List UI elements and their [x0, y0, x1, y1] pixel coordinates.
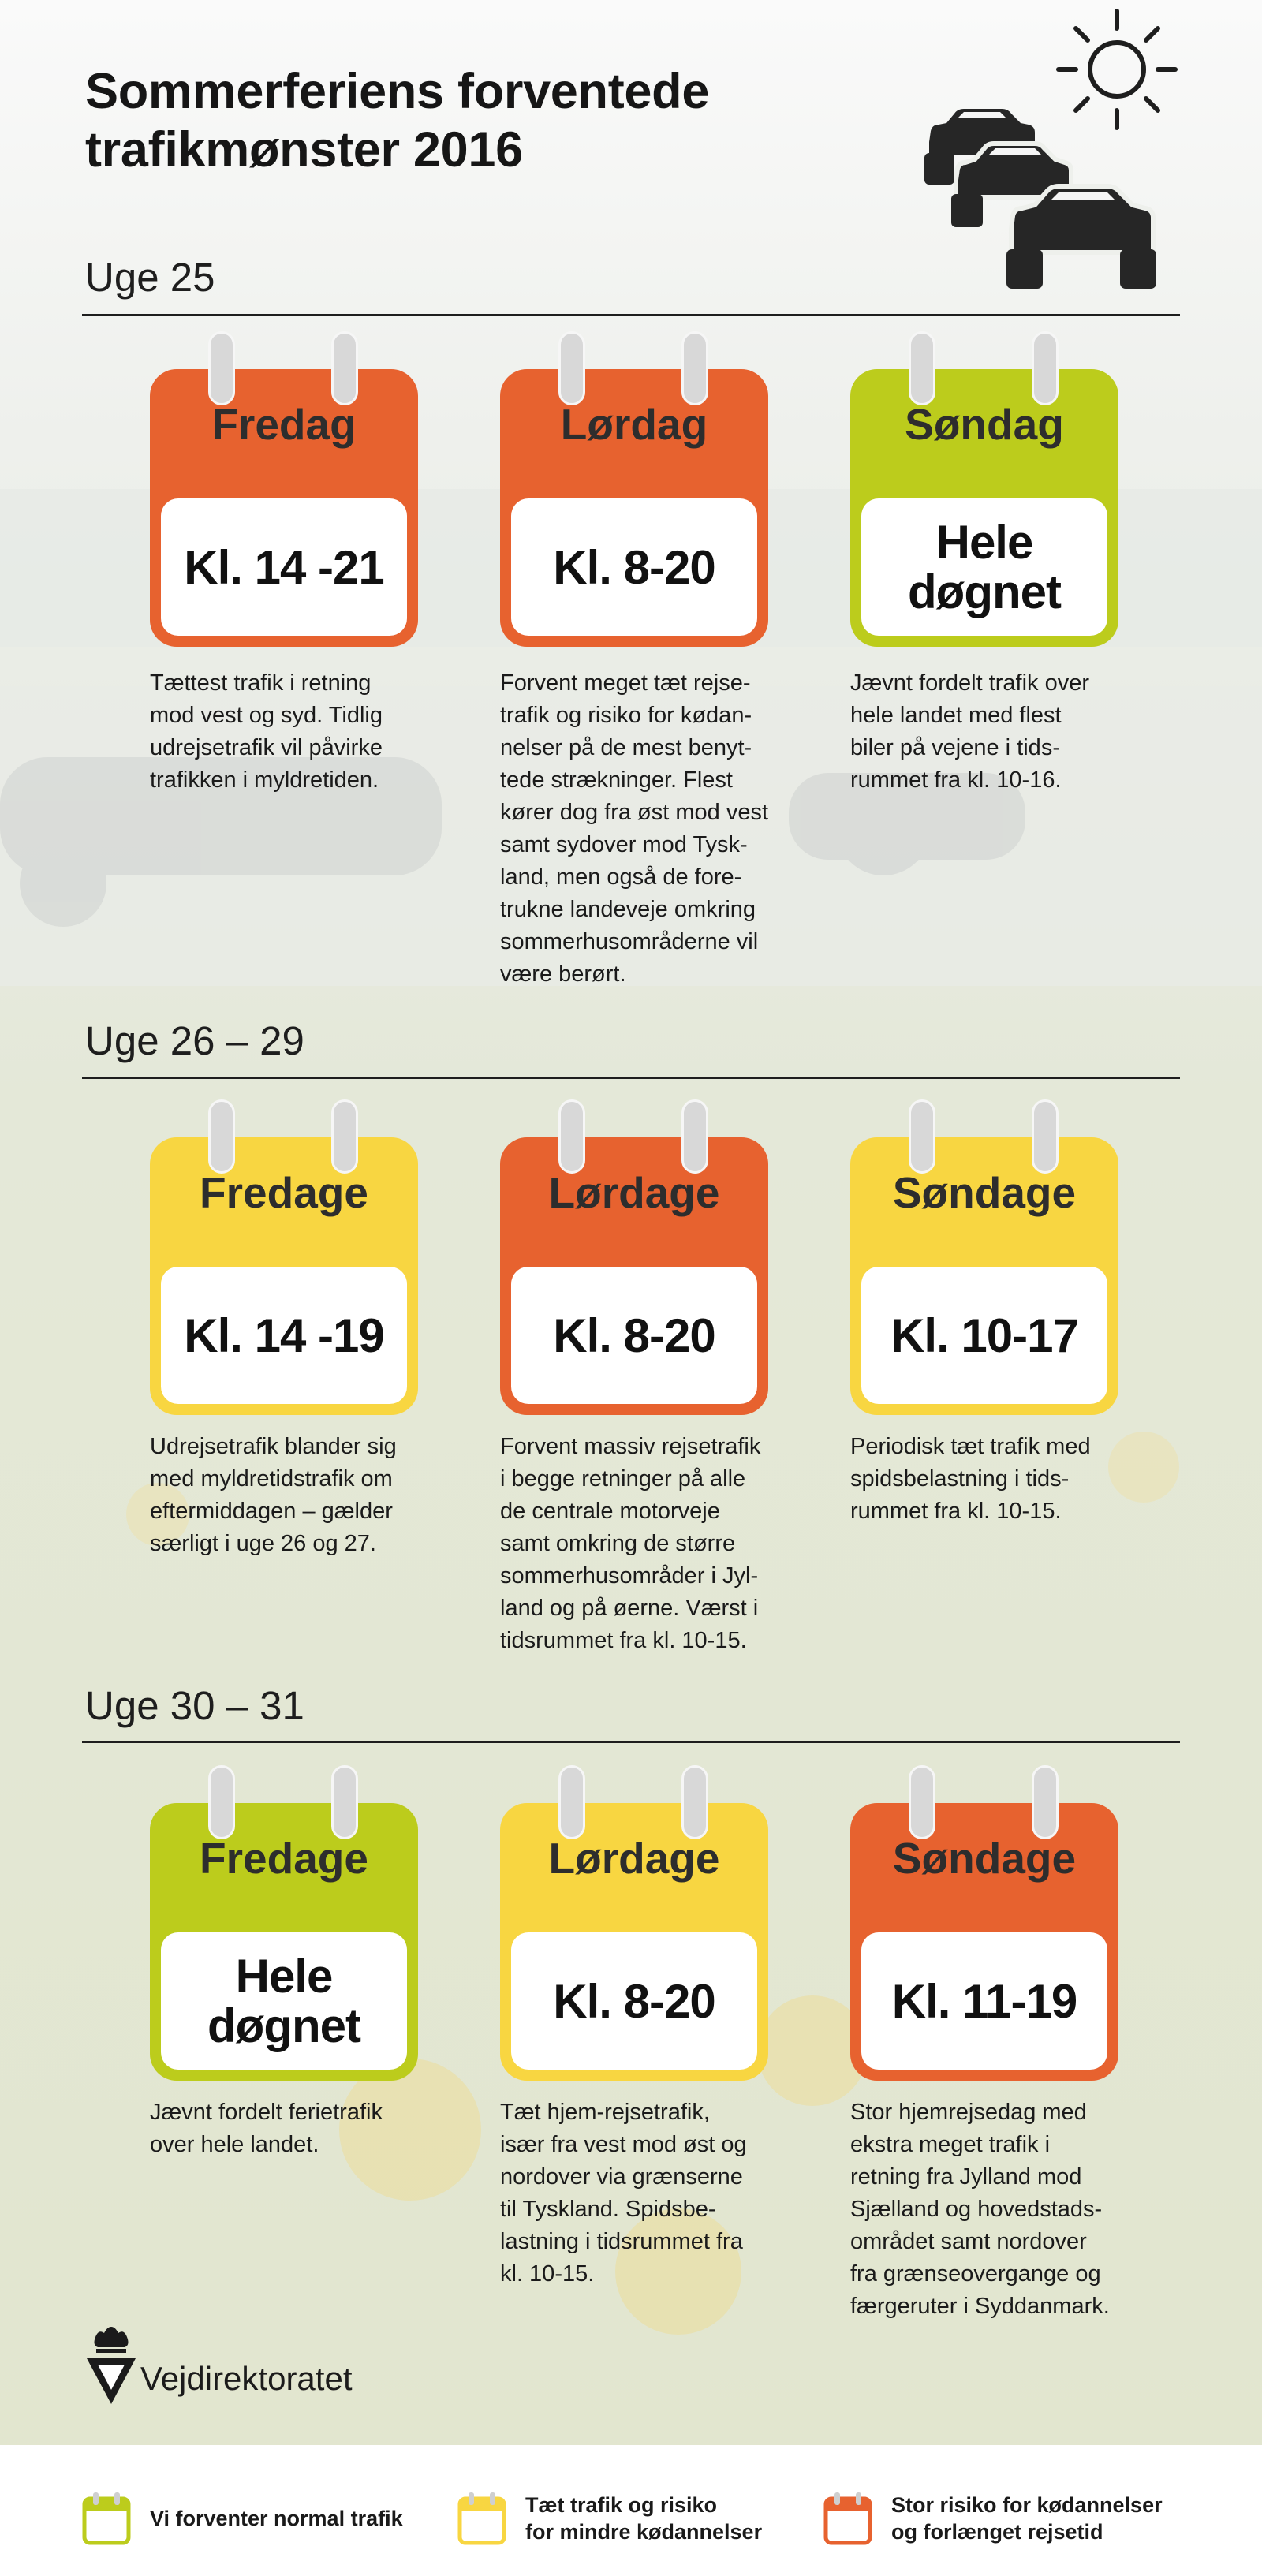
calendar-time-box: [861, 1932, 1107, 2070]
calendar-time-box: [511, 498, 757, 636]
legend-item: [457, 2491, 762, 2546]
week-divider: [82, 314, 1180, 316]
day-label: Søndag: [905, 400, 1064, 449]
calendar-card: [850, 1765, 1118, 2081]
day-label: Fredage: [200, 1168, 368, 1217]
legend-footer: [0, 2445, 1262, 2576]
title-line-1: Sommerferiens forventede: [85, 64, 710, 119]
logo-text: Vejdirektoratet: [140, 2360, 353, 2397]
day-label: Fredag: [211, 400, 357, 449]
calendar-icon: [457, 2491, 506, 2546]
time-range: Kl. 8-20: [553, 1309, 715, 1362]
day-description: Jævnt fordelt trafik over hele landet med flest biler på vejene i tids- rummet fra kl. 10-16.: [850, 670, 1089, 793]
day-description: Stor hjemrejsedag med ekstra meget trafik i retning fra Jylland mod Sjælland og hovedstads- området samt nordover fra grænseovergange og færgeruter i Syddanmark.: [850, 2100, 1110, 2319]
calendar-icon: [823, 2491, 872, 2546]
week-divider: [82, 1741, 1180, 1743]
week-label: Uge 26 – 29: [85, 1018, 304, 1063]
time-range: Kl. 14 -19: [184, 1309, 384, 1362]
sun-icon: [1059, 11, 1175, 128]
legend-text: Vi forventer normal trafik: [150, 2507, 403, 2530]
day-label: Søndage: [892, 1168, 1077, 1217]
time-range: Kl. 11-19: [891, 1974, 1077, 2028]
legend-item: [823, 2491, 1163, 2546]
calendar-time-box: [161, 498, 407, 636]
crown-shield-icon: [84, 2325, 139, 2412]
day-label: Lørdage: [548, 1168, 720, 1217]
title-line-2: trafikmønster 2016: [85, 121, 523, 177]
calendar-card: [150, 1765, 418, 2081]
calendar-card: [850, 331, 1118, 647]
calendar-time-box: [861, 1267, 1107, 1404]
time-range: Kl. 8-20: [553, 1974, 715, 2028]
traffic-cars-illustration: [899, 0, 1199, 315]
week-label: Uge 25: [85, 255, 215, 300]
time-range: Kl. 14 -21: [184, 540, 384, 594]
calendar-card: [500, 1765, 768, 2081]
week-divider: [82, 1077, 1180, 1079]
day-label: Fredage: [200, 1834, 368, 1883]
legend-item: [82, 2491, 403, 2546]
car-icon: [1006, 186, 1156, 289]
time-range: Hele døgnet: [908, 516, 1061, 618]
day-description: Tæt hjem-rejsetrafik, især fra vest mod øst og nordover via grænserne til Tyskland. Spidsbe- lastning i tidsrummet fra kl. 10-15.: [500, 2100, 747, 2287]
week-label: Uge 30 – 31: [85, 1683, 304, 1728]
calendar-card: [500, 331, 768, 647]
day-label: Søndage: [892, 1834, 1077, 1883]
legend-text: Stor risiko for kødannelser og forlænget rejsetid: [891, 2493, 1163, 2544]
day-description: Forvent meget tæt rejse- trafik og risiko for kødan- nelser på de mest benyt- tede strækninger. Flest kører dog fra øst mod vest samt sydover mod Tysk- land, men også de fore- trukne landeveje omkring sommerhusområderne vil være berørt.: [500, 670, 769, 987]
calendar-card: [150, 1099, 418, 1415]
calendar-time-box: [861, 498, 1107, 636]
calendar-time-box: [511, 1932, 757, 2070]
calendar-card: [150, 331, 418, 647]
calendar-card: [850, 1099, 1118, 1415]
calendar-time-box: [161, 1267, 407, 1404]
time-range: Hele døgnet: [207, 1950, 360, 2052]
day-description: Forvent massiv rejsetrafik i begge retninger på alle de centrale motorveje samt omkring de større sommerhusområder i Jyl- land og på øerne. Værst i tidsrummet fra kl. 10-15.: [500, 1434, 761, 1653]
day-description: Jævnt fordelt ferietrafik over hele landet.: [150, 2100, 383, 2157]
page-title: [85, 63, 874, 179]
day-description: Tættest trafik i retning mod vest og syd. Tidlig udrejsetrafik vil påvirke trafikken i myldretiden.: [150, 670, 383, 793]
calendar-time-box: [511, 1267, 757, 1404]
time-range: Kl. 10-17: [890, 1309, 1078, 1362]
legend-text: Tæt trafik og risiko for mindre kødannelser: [525, 2493, 763, 2544]
time-range: Kl. 8-20: [553, 540, 715, 594]
day-label: Lørdag: [560, 400, 708, 449]
day-label: Lørdage: [548, 1834, 720, 1883]
day-description: Udrejsetrafik blander sig med myldretidstrafik om eftermiddagen – gælder særligt i uge 26 og 27.: [150, 1434, 397, 1556]
calendar-icon: [82, 2491, 131, 2546]
calendar-time-box: [161, 1932, 407, 2070]
day-description: Periodisk tæt trafik med spidsbelastning i tids- rummet fra kl. 10-15.: [850, 1434, 1091, 1524]
calendar-card: [500, 1099, 768, 1415]
vejdirektoratet-logo: [84, 2325, 415, 2420]
